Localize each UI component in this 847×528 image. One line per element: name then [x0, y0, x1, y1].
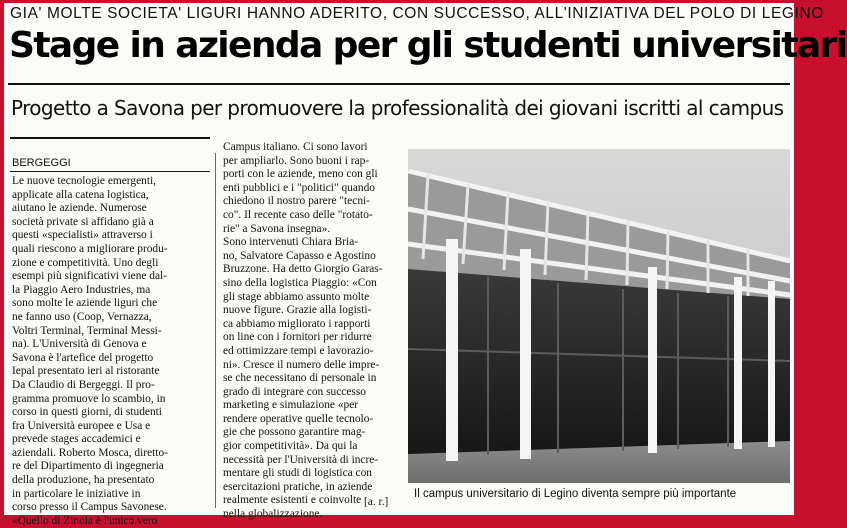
- newspaper-clipping: [4, 3, 847, 527]
- text-line: corso in questi giorni, di studenti: [12, 406, 162, 419]
- text-line: gie che possono garantire mag-: [223, 426, 366, 439]
- headline: Stage in azienda per gli studenti universitari: [9, 25, 847, 66]
- text-line: corso presso il Campus Savonese.: [12, 501, 167, 514]
- text-line: Campus italiano. Ci sono lavori: [223, 141, 368, 153]
- text-line: Voltri Terminal, Terminal Messi-: [12, 324, 162, 337]
- text-line: chiedono il nostro parere "tecni-: [223, 195, 370, 208]
- text-line: esercitazioni pratiche, in aziende: [223, 480, 373, 493]
- text-line: la Piaggio Aero Industries, ma: [12, 283, 151, 296]
- text-line: ed ottimizzare tempi e lavorazio-: [223, 344, 374, 357]
- text-line: fra Università europee e Usa e: [12, 419, 151, 432]
- text-line: applicate alla catena logistica,: [12, 188, 149, 201]
- text-line: Da Claudio di Bergeggi. Il pro-: [12, 378, 155, 391]
- text-line: aziendali. Roberto Mosca, diretto-: [12, 446, 168, 459]
- text-line: enti pubblici e i "politici" quando: [223, 181, 375, 194]
- text-line: re del Dipartimento di ingegneria: [12, 460, 164, 473]
- text-line: nuove figure. Grazie alla logisti-: [223, 304, 372, 317]
- text-line: Bruzzone. Ha detto Giorgio Garas-: [223, 263, 383, 276]
- text-line: in particolare le iniziative in: [12, 487, 141, 500]
- text-line: Sono intervenuti Chiara Bria-: [223, 236, 359, 249]
- text-line: grado di integrare con successo: [223, 385, 366, 398]
- text-line: ni». Cresce il numero delle impre-: [223, 358, 380, 371]
- text-line: realmente esistenti e coinvolte: [223, 494, 362, 507]
- text-line: ne fanno uso (Coop, Vernazza,: [12, 310, 152, 323]
- photo-caption: Il campus universitario di Legino diventa sempre più importante: [414, 488, 737, 500]
- dateline: BERGEGGI: [12, 157, 71, 169]
- text-line: aiutano le aziende. Numerose: [12, 202, 147, 215]
- text-line: mentare gli studi di logistica con: [223, 467, 372, 480]
- text-line: società private si affidano già a: [12, 215, 154, 228]
- byline: [a. r.]: [364, 496, 389, 508]
- text-line: Savona è l'artefice del progetto: [12, 351, 154, 364]
- text-line: Iepal presentato ieri al ristorante: [12, 365, 160, 378]
- text-line: gior competitività». Da qui la: [223, 440, 358, 453]
- text-line: na). L'Università di Genova e: [12, 338, 147, 351]
- campus-photo: [408, 149, 790, 483]
- text-line: rie" a Savona insegna».: [223, 222, 331, 235]
- text-line: questi «specialisti» attraverso i: [12, 229, 153, 242]
- text-line: on line con i fornitori per ridurre: [223, 331, 372, 344]
- text-line: necessità per l'Università di incre-: [223, 453, 379, 466]
- subheadline: Progetto a Savona per promuovere la professionalità dei giovani iscritti al campus: [11, 96, 784, 120]
- text-line: marketing e simulazione «per: [223, 399, 359, 412]
- text-line: zione e competitività. Uno degli: [12, 256, 159, 269]
- text-line: gramma promuove lo scambio, in: [12, 392, 166, 405]
- text-line: della produzione, ha presentato: [12, 474, 155, 487]
- text-line: co". Il recente caso delle "rotato-: [223, 208, 373, 221]
- text-line: sono molte le aziende liguri che: [12, 297, 158, 310]
- text-line: no, Salvatore Capasso e Agostino: [223, 249, 376, 262]
- text-line: Le nuove tecnologie emergenti,: [12, 175, 157, 187]
- headline-rule: [8, 83, 790, 85]
- text-line: esempi più significativi viene dal-: [12, 270, 167, 283]
- text-line: «Quello di Zinola è l'unico vero: [12, 514, 158, 527]
- text-line: porti con le aziende, meno con gli: [223, 168, 378, 181]
- text-line: prevede stages accademici e: [12, 433, 141, 446]
- dateline-rule: [10, 171, 210, 172]
- text-line: se che necessitano di personale in: [223, 372, 377, 385]
- text-line: quali riescono a migliorare produ-: [12, 242, 168, 255]
- article-column-2: [223, 141, 401, 522]
- kicker: GIA' MOLTE SOCIETA' LIGURI HANNO ADERITO, CON SUCCESSO, ALL'INIZIATIVA DEL POLO DI LEGINO: [10, 5, 824, 22]
- text-line: ca abbiamo migliorato i rapporti: [223, 317, 371, 330]
- text-line: sino della logistica Piaggio: «Con: [223, 276, 377, 289]
- column-divider: [215, 153, 216, 508]
- text-line: rendere operative quelle tecnolo-: [223, 412, 374, 425]
- column-rule: [10, 137, 210, 139]
- text-line: nella globalizzazione.: [223, 508, 323, 521]
- article-column-1: [12, 175, 212, 528]
- text-line: per ampliarlo. Sono buoni i rap-: [223, 154, 370, 167]
- text-line: gli stage abbiamo assunto molte: [223, 290, 370, 303]
